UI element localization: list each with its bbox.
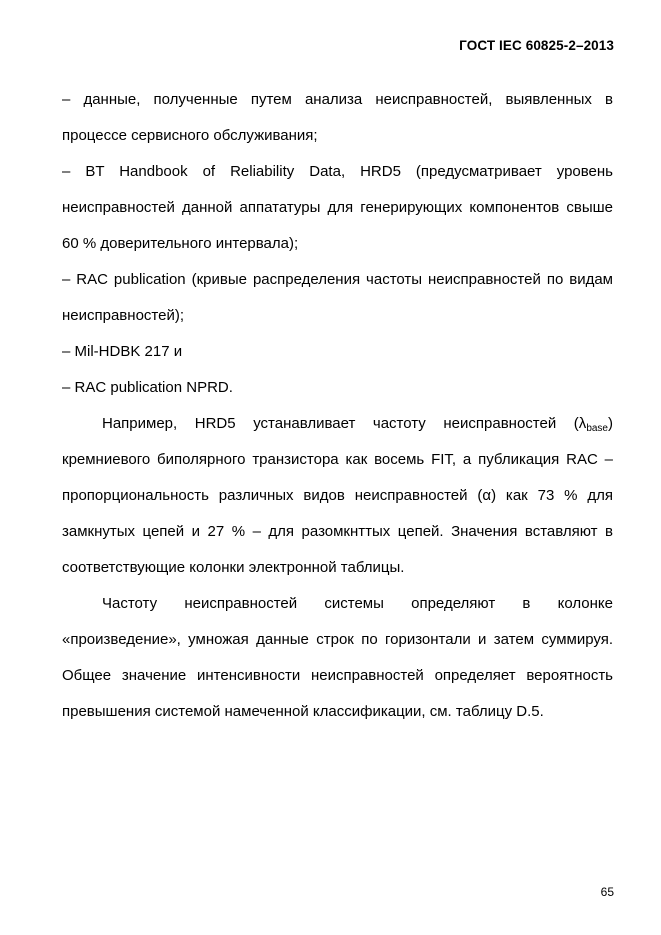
- paragraph-system-rate: Частоту неисправностей системы определяют в колонке «произведение», умножая данные строк по горизонтали и затем суммируя. Общее значение интенсивности неисправностей определяет вероятность превышения системой намеченной классификации, см. таблицу D.5.: [62, 595, 613, 720]
- paragraph-example: [62, 406, 613, 586]
- paragraph-example-end: ) кремниевого биполярного транзистора как восемь FIT, а публикация RAC – пропорциональность различных видов неисправностей (α) как 73 % для замкнутых цепей и 27 % – для разомкнттых цепей. Значения вставляют в соответствующие колонки электронной таблицы.: [62, 415, 613, 576]
- list-item-service-data: – данные, полученные путем анализа неисправностей, выявленных в процессе сервисного обслуживания;: [62, 91, 613, 144]
- page-body: [62, 82, 613, 730]
- list-item-mil-hdbk: – Mil-HDBK 217 и: [62, 343, 183, 360]
- page-number: 65: [600, 885, 614, 899]
- list-item-rac-nprd: – RAC publication NPRD.: [62, 379, 233, 396]
- list-item-bt-handbook: – BT Handbook of Reliability Data, HRD5 (предусматривает уровень неисправностей данной аппататуры для генерирующих компонентов свыше 60 % доверительного интервала);: [62, 163, 613, 252]
- paragraph-example-start: Например, HRD5 устанавливает частоту неисправностей (λ: [102, 415, 587, 432]
- document-header: ГОСТ IEC 60825-2–2013: [459, 38, 614, 53]
- list-item-rac-publication: – RAC publication (кривые распределения частоты неисправностей по видам неисправностей);: [62, 271, 613, 324]
- lambda-subscript: base: [586, 423, 608, 434]
